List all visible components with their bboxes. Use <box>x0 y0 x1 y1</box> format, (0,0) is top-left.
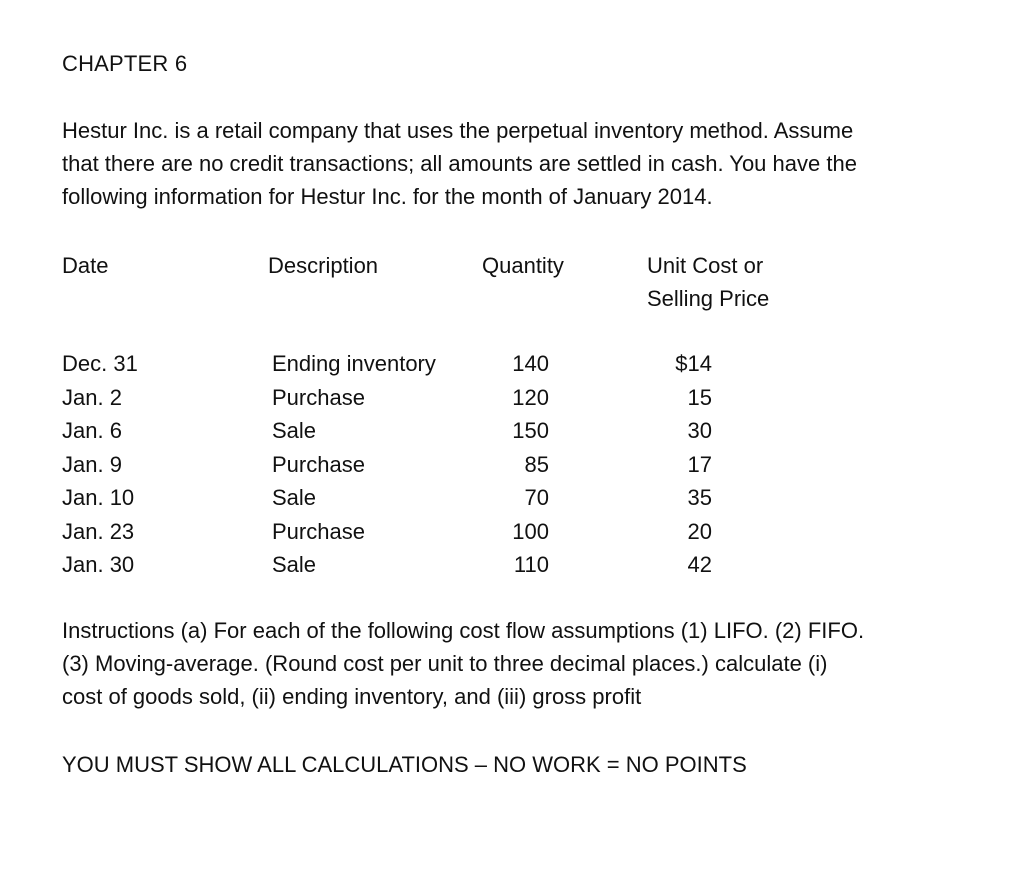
column-header-price-line1: Unit Cost or <box>647 253 764 278</box>
row-date: Dec. 31 <box>62 351 138 376</box>
row-description: Sale <box>272 418 317 443</box>
problem-intro <box>62 114 982 213</box>
row-quantity: 110 <box>513 552 549 577</box>
table-row <box>0 347 1024 381</box>
row-quantity: 85 <box>524 451 549 477</box>
row-description: Sale <box>272 552 317 577</box>
inventory-table <box>0 347 1024 582</box>
row-description: Sale <box>272 485 317 510</box>
row-quantity: 150 <box>512 418 549 443</box>
table-row <box>0 548 1024 582</box>
show-work-warning: YOU MUST SHOW ALL CALCULATIONS – NO WORK = NO POINTS <box>62 752 747 777</box>
row-date: Jan. 23 <box>62 518 135 544</box>
column-header-quantity: Quantity <box>482 253 564 278</box>
table-row <box>0 515 1024 549</box>
intro-line: Hestur Inc. is a retail company that uses the perpetual inventory method. Assume <box>62 118 854 143</box>
table-row <box>0 448 1024 482</box>
chapter-heading: CHAPTER 6 <box>62 51 188 76</box>
row-quantity: 120 <box>512 384 549 410</box>
row-quantity: 140 <box>512 351 549 376</box>
column-header-price-line2: Selling Price <box>647 286 770 311</box>
row-description: Ending inventory <box>272 351 436 376</box>
column-header-description: Description <box>268 253 379 278</box>
row-description: Purchase <box>272 518 365 544</box>
instruction-line: (3) Moving-average. (Round cost per unit to three decimal places.) calculate (i) <box>62 651 828 676</box>
row-description: Purchase <box>272 384 365 410</box>
instruction-line: Instructions (a) For each of the following cost flow assumptions (1) LIFO. (2) FIFO. <box>62 618 865 643</box>
row-date: Jan. 10 <box>62 485 135 510</box>
intro-line: that there are no credit transactions; all amounts are settled in cash. You have the <box>62 151 857 176</box>
row-price: 35 <box>687 485 712 510</box>
table-row <box>0 381 1024 415</box>
row-description: Purchase <box>272 451 365 477</box>
table-row <box>0 481 1024 515</box>
row-price: 20 <box>687 518 712 544</box>
row-quantity: 70 <box>524 485 549 510</box>
row-date: Jan. 9 <box>62 451 122 477</box>
row-price: 15 <box>687 384 712 410</box>
row-price: 30 <box>687 418 712 443</box>
table-row <box>0 414 1024 448</box>
intro-line: following information for Hestur Inc. for the month of January 2014. <box>62 184 713 209</box>
row-date: Jan. 30 <box>62 552 135 577</box>
row-price: $14 <box>675 351 712 376</box>
row-price: 17 <box>687 451 712 477</box>
instruction-line: cost of goods sold, (ii) ending inventory, and (iii) gross profit <box>62 684 642 709</box>
row-date: Jan. 2 <box>62 384 122 410</box>
instructions <box>62 614 982 713</box>
row-date: Jan. 6 <box>62 418 122 443</box>
row-price: 42 <box>687 552 712 577</box>
column-header-price <box>647 249 769 315</box>
row-quantity: 100 <box>512 518 549 544</box>
column-header-date: Date <box>62 253 109 278</box>
